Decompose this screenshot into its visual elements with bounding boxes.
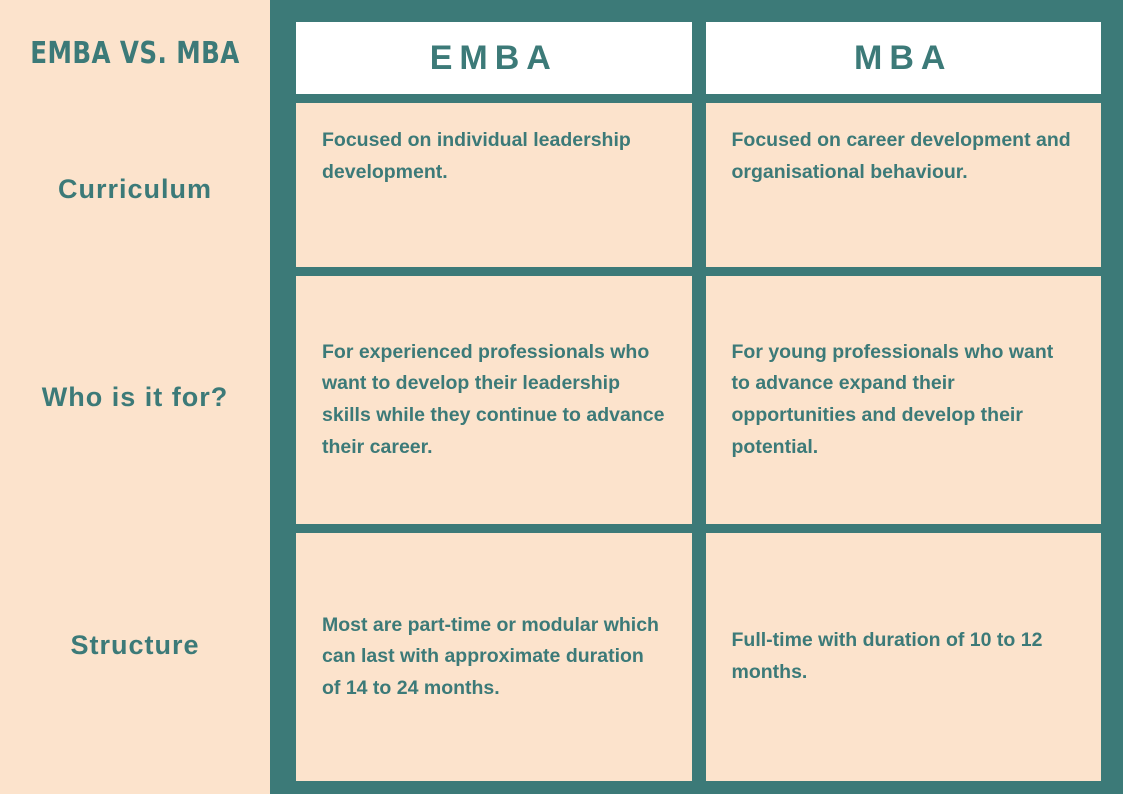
row-label-curriculum: Curriculum <box>57 174 213 204</box>
cell-text: Focused on individual leadership development. <box>322 129 631 183</box>
page-title: EMBA VS. MBA <box>30 36 240 71</box>
row-label-audience: Who is it for? <box>41 382 229 412</box>
table-row <box>296 533 1101 781</box>
comparison-table <box>270 0 1123 794</box>
column-header-mba: MBA <box>706 22 1102 94</box>
cell-structure-mba <box>706 533 1102 781</box>
row-label-column <box>0 0 270 794</box>
cell-text: For experienced professionals who want to develop their leadership skills while they continue to advance their career. <box>322 340 665 458</box>
cell-text: Focused on career development and organisational behaviour. <box>731 129 1071 183</box>
cell-curriculum-emba <box>296 103 692 267</box>
row-label-structure: Structure <box>70 630 200 660</box>
column-header-emba: EMBA <box>296 22 692 94</box>
table-row <box>296 103 1101 267</box>
cell-curriculum-mba <box>706 103 1102 267</box>
table-row <box>296 276 1101 524</box>
cell-audience-emba <box>296 276 692 524</box>
table-header-row <box>296 22 1101 94</box>
cell-text: Most are part-time or modular which can last with approximate duration of 14 to 24 months. <box>322 613 659 699</box>
cell-text: For young professionals who want to advance expand their opportunities and develop their potential. <box>731 340 1054 458</box>
cell-structure-emba <box>296 533 692 781</box>
cell-text: Full-time with duration of 10 to 12 months. <box>731 629 1043 683</box>
cell-audience-mba <box>706 276 1102 524</box>
